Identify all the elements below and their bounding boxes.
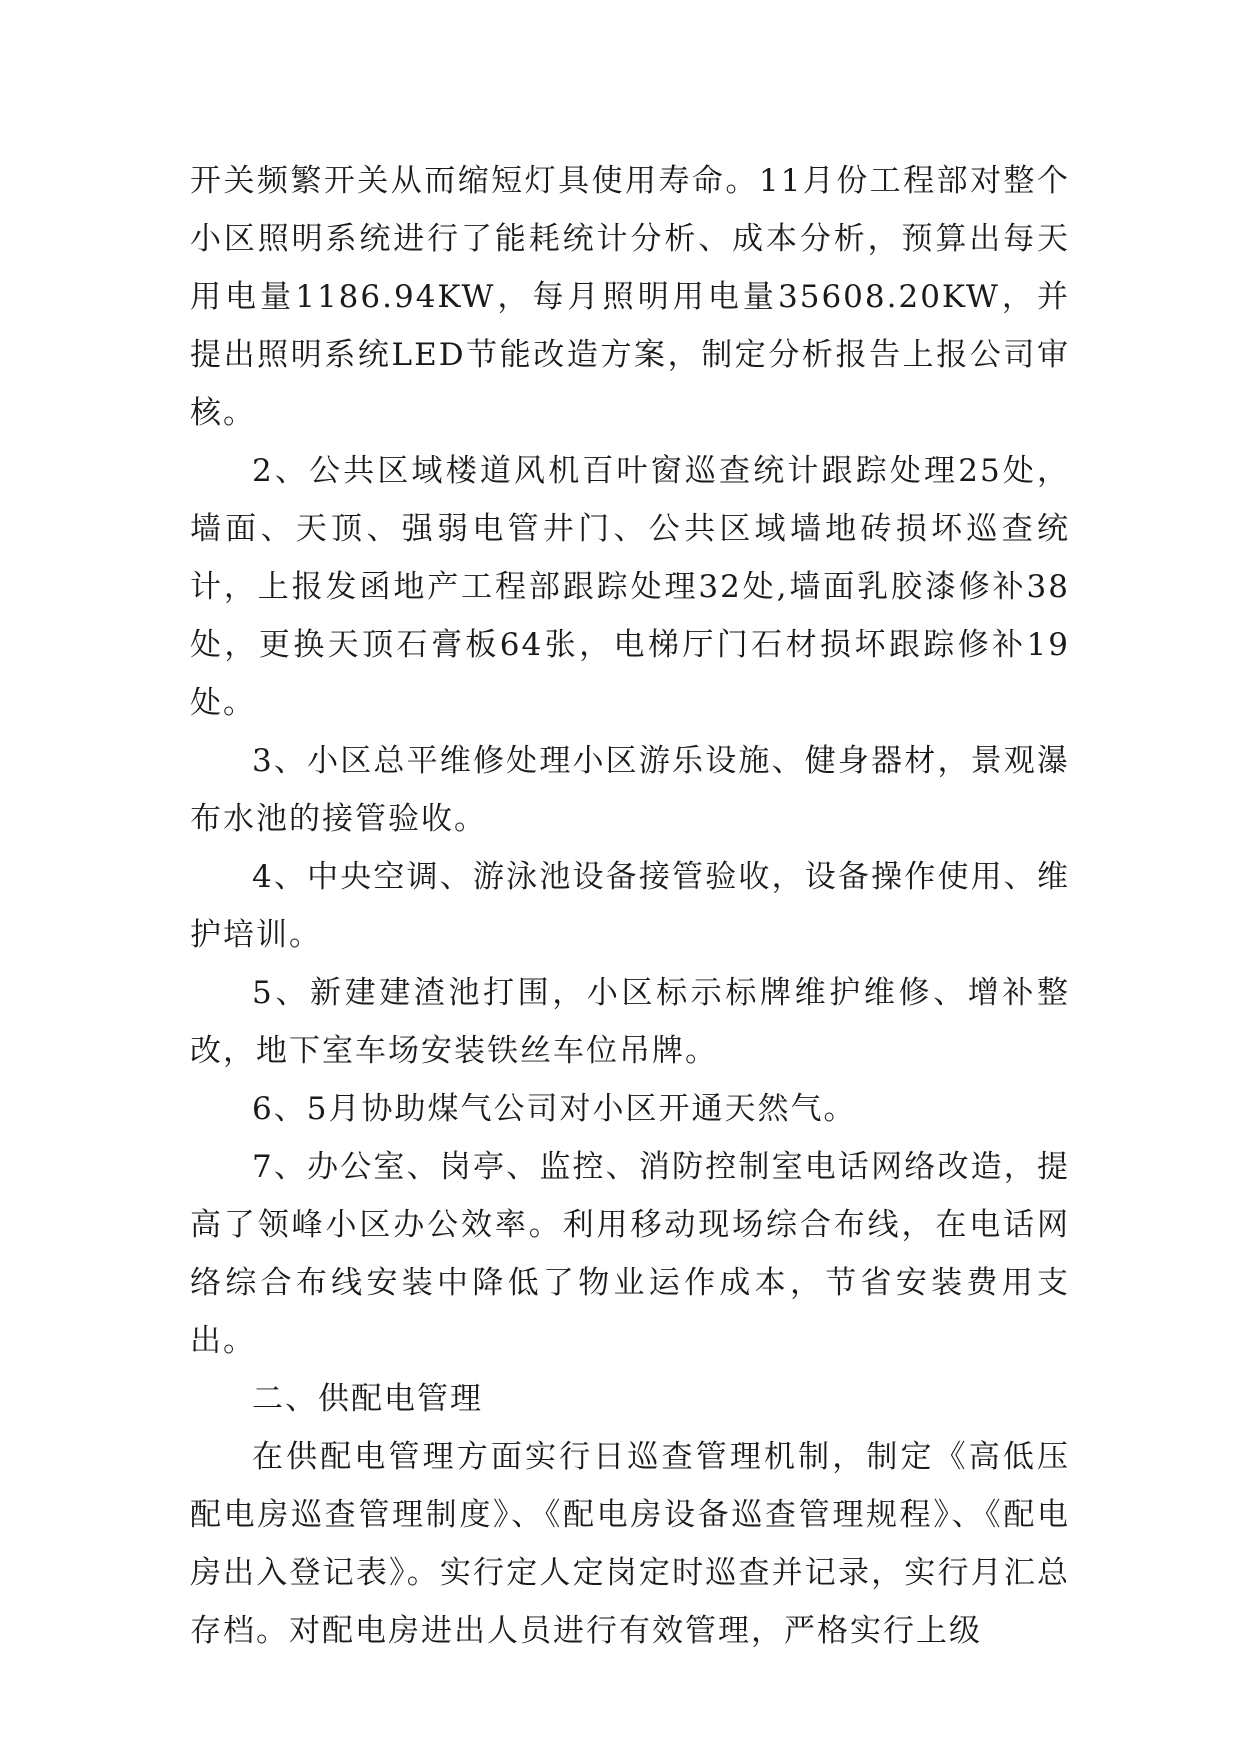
document-body [190,152,1070,1660]
paragraph-item-2: 2、公共区域楼道风机百叶窗巡查统计跟踪处理25处，墙面、天顶、强弱电管井门、公共区域墙地砖损坏巡查统计，上报发函地产工程部跟踪处理32处,墙面乳胶漆修补38处，更换天顶石膏板64张，电梯厅门石材损坏跟踪修补19处。 [190,453,1070,721]
paragraph-item-6: 6、5月协助煤气公司对小区开通天然气。 [252,1091,857,1127]
paragraph-power-management: 在供配电管理方面实行日巡查管理机制，制定《高低压配电房巡查管理制度》、《配电房设备巡查管理规程》、《配电房出入登记表》。实行定人定岗定时巡查并记录，实行月汇总存档。对配电房进出人员进行有效管理，严格实行上级 [190,1439,1070,1649]
paragraph-item-4: 4、中央空调、游泳池设备接管验收，设备操作使用、维护培训。 [190,859,1070,953]
paragraph-lighting-analysis: 开关频繁开关从而缩短灯具使用寿命。11月份工程部对整个小区照明系统进行了能耗统计分析、成本分析，预算出每天用电量1186.94KW，每月照明用电量35608.20KW，并提出照明系统LED节能改造方案，制定分析报告上报公司审核。 [190,163,1070,431]
paragraph-item-5: 5、新建建渣池打围，小区标示标牌维护维修、增补整改，地下室车场安装铁丝车位吊牌。 [190,975,1070,1069]
paragraph-item-3: 3、小区总平维修处理小区游乐设施、健身器材，景观瀑布水池的接管验收。 [190,743,1070,837]
section-heading-power-management: 二、供配电管理 [252,1381,483,1417]
paragraph-item-7: 7、办公室、岗亭、监控、消防控制室电话网络改造，提高了领峰小区办公效率。利用移动现场综合布线，在电话网络综合布线安装中降低了物业运作成本，节省安装费用支出。 [190,1149,1070,1359]
